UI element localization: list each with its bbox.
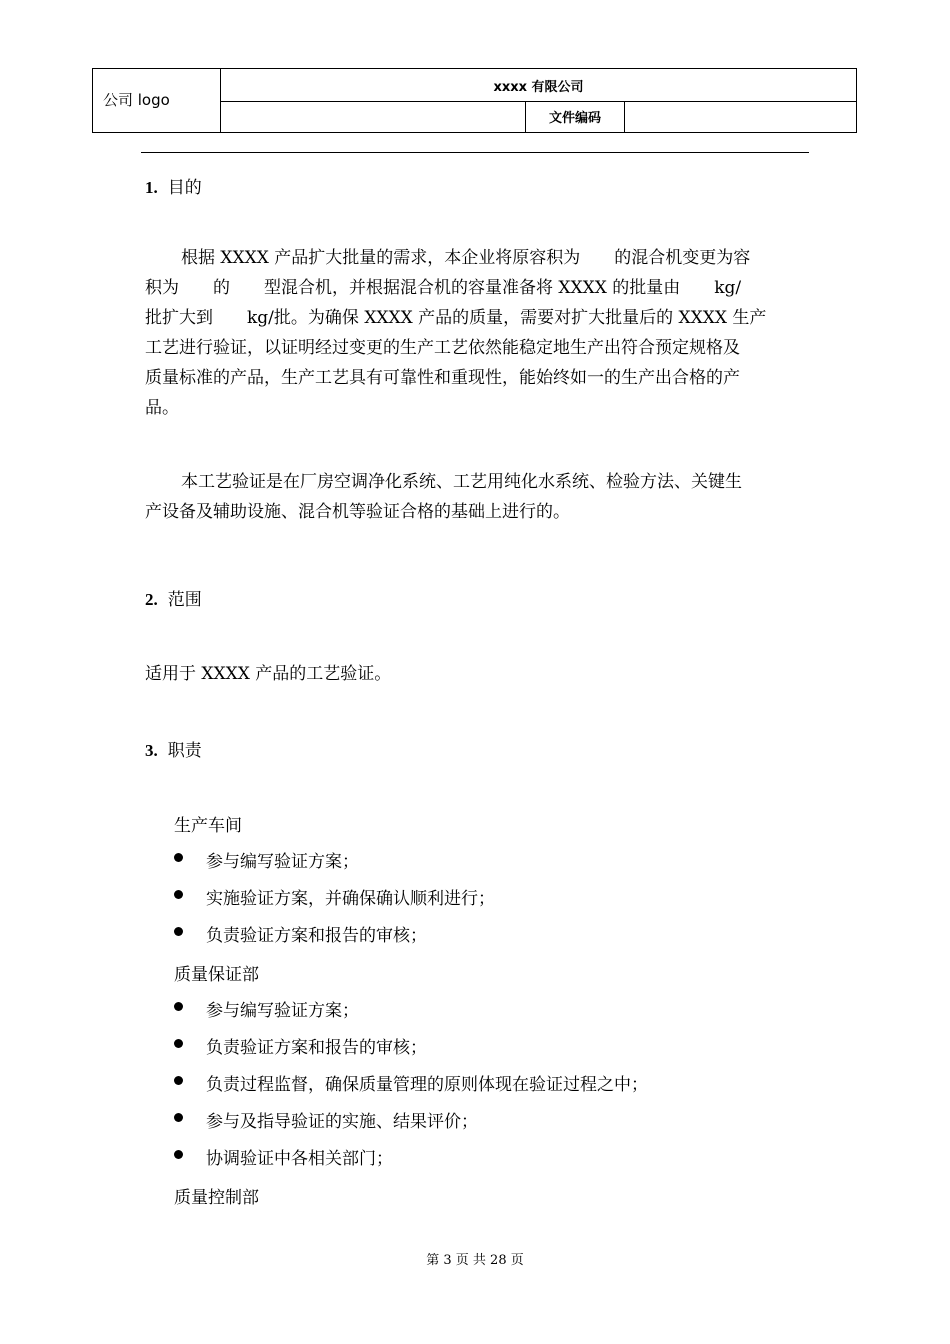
list-item: 协调验证中各相关部门；	[206, 1149, 393, 1169]
bullet-icon	[174, 1002, 183, 1011]
purpose-paragraph-2: 本工艺验证是在厂房空调净化系统、工艺用纯化水系统、检验方法、关键生 产设备及辅助设施、混合机等验证合格的基础上进行的。	[145, 472, 742, 522]
list-item: 负责验证方案和报告的审核；	[206, 1038, 427, 1058]
document-code-label: 文件编码	[525, 102, 625, 132]
list-item: 参与编写验证方案；	[206, 1001, 359, 1021]
dept-quality-control: 质量控制部	[174, 1188, 259, 1208]
list-item: 实施验证方案，并确保确认顺利进行；	[206, 889, 495, 909]
list-item: 负责验证方案和报告的审核；	[206, 926, 427, 946]
header-divider	[141, 152, 809, 153]
bullet-icon	[174, 853, 183, 862]
section-heading-responsibilities: 3. 职责	[145, 741, 202, 761]
bullet-icon	[174, 890, 183, 899]
bullet-icon	[174, 1150, 183, 1159]
bullet-icon	[174, 1076, 183, 1085]
scope-text: 适用于 XXXX 产品的工艺验证。	[145, 664, 392, 684]
company-name-cell: xxxx 有限公司	[221, 69, 856, 102]
dept-production: 生产车间	[174, 816, 242, 836]
purpose-paragraph-1: 根据 XXXX 产品扩大批量的需求，本企业将原容积为 的混合机变更为容 积为 的 型混合机，并根据混合机的容量准备将 XXXX 的批量由 kg/ 批扩大到 kg/批。为确保 XXXX 产品的质量，需要对扩大批量后的 XXXX 生产 工艺进行验证，以证明经过变更的生产工艺依然能稳定地生产出符合预定规格及 质量标准的产品，生产工艺具有可靠性和重现性，能始终如一的生产出合格的产 品。	[145, 248, 767, 418]
list-item: 参与及指导验证的实施、结果评价；	[206, 1112, 478, 1132]
bullet-icon	[174, 1113, 183, 1122]
section-heading-scope: 2. 范围	[145, 590, 202, 610]
dept-quality-assurance: 质量保证部	[174, 965, 259, 985]
bullet-icon	[174, 927, 183, 936]
list-item: 负责过程监督，确保质量管理的原则体现在验证过程之中；	[206, 1075, 648, 1095]
section-heading-purpose: 1. 目的	[145, 178, 202, 198]
bullet-icon	[174, 1039, 183, 1048]
document-header-table	[92, 68, 857, 133]
list-item: 参与编写验证方案；	[206, 852, 359, 872]
page-number-footer: 第 3 页 共 28 页	[426, 1253, 524, 1268]
company-logo-cell: 公司 logo	[93, 69, 221, 132]
